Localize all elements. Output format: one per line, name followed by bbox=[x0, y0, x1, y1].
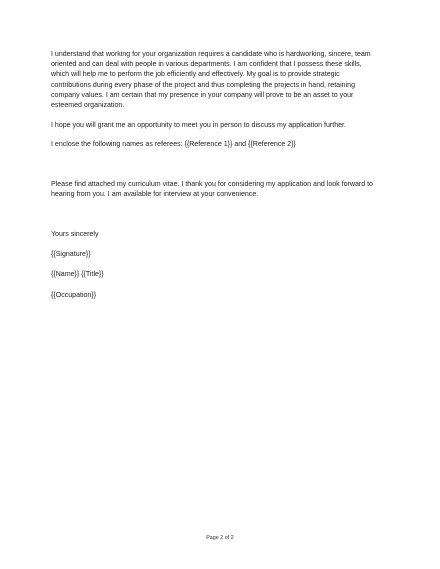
occupation-placeholder: {{Occupation}} bbox=[51, 291, 97, 299]
signature-placeholder: {{Signature}} bbox=[51, 251, 91, 259]
name-title-placeholder: {{Name}} {{Title}} bbox=[51, 271, 104, 279]
paragraph-referees: I enclose the following names as referees: {{Reference 1}} and {{Reference 2}} bbox=[51, 141, 296, 149]
letter-body bbox=[51, 50, 396, 301]
page-number-footer: Page 2 of 2 bbox=[206, 535, 234, 541]
paragraph-attachment: Please find attached my curriculum vitae. I thank you for considering my application and look forward to hearing from you. I am available for interview at your convenience. bbox=[51, 180, 373, 198]
paragraph-meeting-request: I hope you will grant me an opportunity to meet you in person to discuss my application further. bbox=[51, 122, 346, 130]
closing-salutation: Yours sincerely bbox=[51, 231, 99, 239]
paragraph-qualifications: I understand that working for your organization requires a candidate who is hardworking, sincere, team oriented and can deal with people in various departments. I am confident that I possess these skills, which will help me to perform the job efficiently and effectively. My goal is to provide strategic contributions during every phase of the project and thus completing the projects in hand, retaining company values. I am certain that my presence in your company will prove to be an asset to your esteemed organization. bbox=[51, 51, 371, 110]
